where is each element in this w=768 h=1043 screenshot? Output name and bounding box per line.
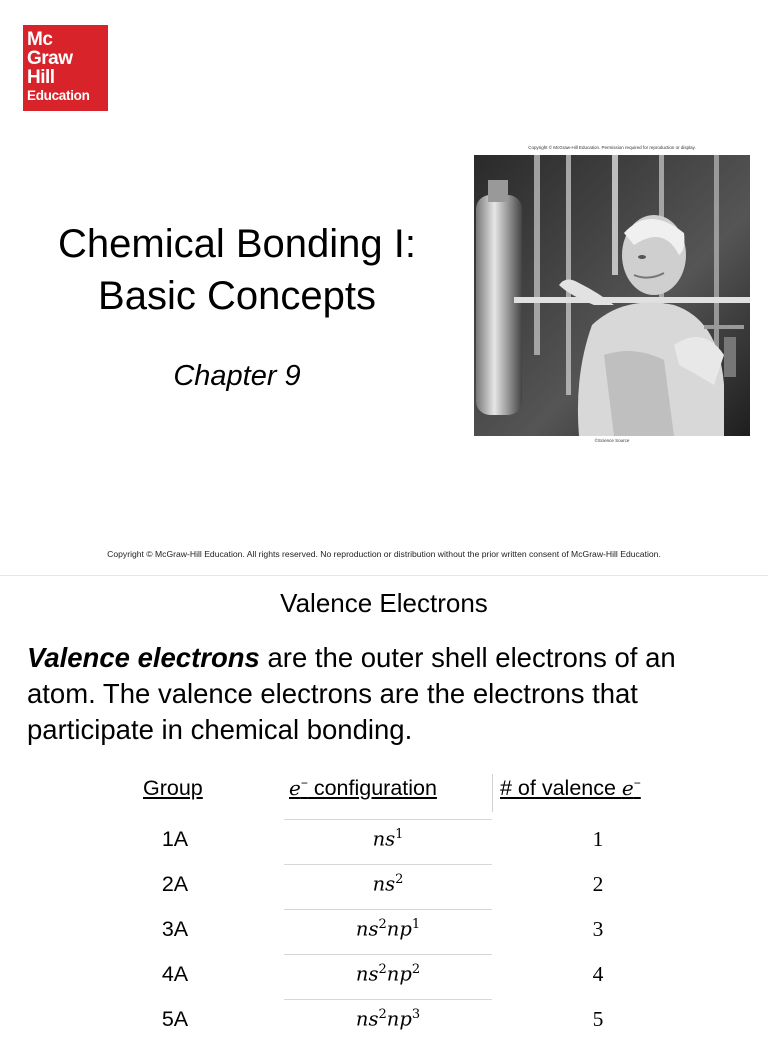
row-divider xyxy=(284,954,492,955)
electron-charge: − xyxy=(300,776,308,790)
cfg-term: np xyxy=(386,1007,412,1031)
configuration-cell xyxy=(284,962,492,986)
configuration-cell xyxy=(284,827,492,851)
photo-credit: ©Science Source xyxy=(594,438,630,443)
valence-count-cell: 1 xyxy=(592,827,604,851)
electron-symbol: e xyxy=(289,776,301,801)
title-line-2: Basic Concepts xyxy=(98,274,376,318)
header-valence-label: # of valence xyxy=(500,776,622,801)
title-line-1: Chemical Bonding I: xyxy=(58,222,416,266)
table-row xyxy=(0,999,768,1043)
mcgraw-hill-logo xyxy=(23,25,108,111)
cfg-term: ns xyxy=(372,827,396,851)
group-cell: 3A xyxy=(161,917,189,941)
row-divider xyxy=(284,909,492,910)
valence-count-cell: 4 xyxy=(592,962,604,986)
header-valence-count xyxy=(500,776,641,801)
definition-text: are the outer shell electrons of an atom. The valence electrons are the electrons that participate in chemical bonding. xyxy=(27,642,676,745)
valence-electrons-slide xyxy=(0,576,768,1031)
cfg-exponent: 2 xyxy=(378,962,387,977)
cfg-exponent: 2 xyxy=(378,917,387,932)
valence-count-cell: 2 xyxy=(592,872,604,896)
cfg-exponent: 3 xyxy=(411,1007,421,1022)
definition-paragraph xyxy=(27,640,747,748)
electron-symbol: e xyxy=(621,776,634,801)
cfg-term: ns xyxy=(355,917,379,941)
configuration-cell xyxy=(284,872,492,896)
group-cell: 5A xyxy=(161,1007,189,1031)
group-cell: 2A xyxy=(161,872,189,896)
table-row xyxy=(0,819,768,863)
cfg-term: np xyxy=(386,962,412,986)
cfg-term: ns xyxy=(355,962,379,986)
column-separator xyxy=(492,774,493,812)
scientist-lab-photo xyxy=(474,155,750,436)
cfg-term: np xyxy=(386,917,412,941)
logo-line-4: Education xyxy=(27,88,90,103)
row-divider xyxy=(284,819,492,820)
cfg-term: ns xyxy=(355,1007,379,1031)
slide-title xyxy=(14,218,460,322)
logo-line-2: Graw xyxy=(27,48,73,69)
electron-charge: − xyxy=(633,776,641,790)
table-row xyxy=(0,864,768,908)
cfg-term: ns xyxy=(372,872,396,896)
group-cell: 4A xyxy=(161,962,189,986)
configuration-cell xyxy=(284,917,492,941)
copyright-footer: Copyright © McGraw-Hill Education. All rights reserved. No reproduction or distribution without the prior written consent of McGraw-Hill Education. xyxy=(107,549,661,559)
valence-count-cell: 3 xyxy=(592,917,604,941)
defined-term: Valence electrons xyxy=(27,642,260,673)
header-configuration-label: configuration xyxy=(307,776,437,801)
slide-title: Valence Electrons xyxy=(280,588,488,618)
cfg-exponent: 1 xyxy=(411,917,421,932)
header-group: Group xyxy=(143,776,203,800)
photo-copyright-notice: Copyright © McGraw-Hill Education. Permission required for reproduction or display. xyxy=(528,145,696,150)
cfg-exponent: 2 xyxy=(411,962,421,977)
cfg-exponent: 2 xyxy=(395,872,404,887)
configuration-cell xyxy=(284,1007,492,1031)
header-configuration xyxy=(289,776,437,801)
chapter-subtitle: Chapter 9 xyxy=(173,360,301,392)
logo-line-3: Hill xyxy=(27,67,55,88)
valence-count-cell: 5 xyxy=(592,1007,604,1031)
row-divider xyxy=(284,999,492,1000)
cfg-exponent: 1 xyxy=(395,827,404,842)
row-divider xyxy=(284,864,492,865)
logo-line-1: Mc xyxy=(27,29,53,50)
cfg-exponent: 2 xyxy=(378,1007,387,1022)
table-row xyxy=(0,954,768,998)
table-row xyxy=(0,909,768,953)
group-cell: 1A xyxy=(161,827,189,851)
